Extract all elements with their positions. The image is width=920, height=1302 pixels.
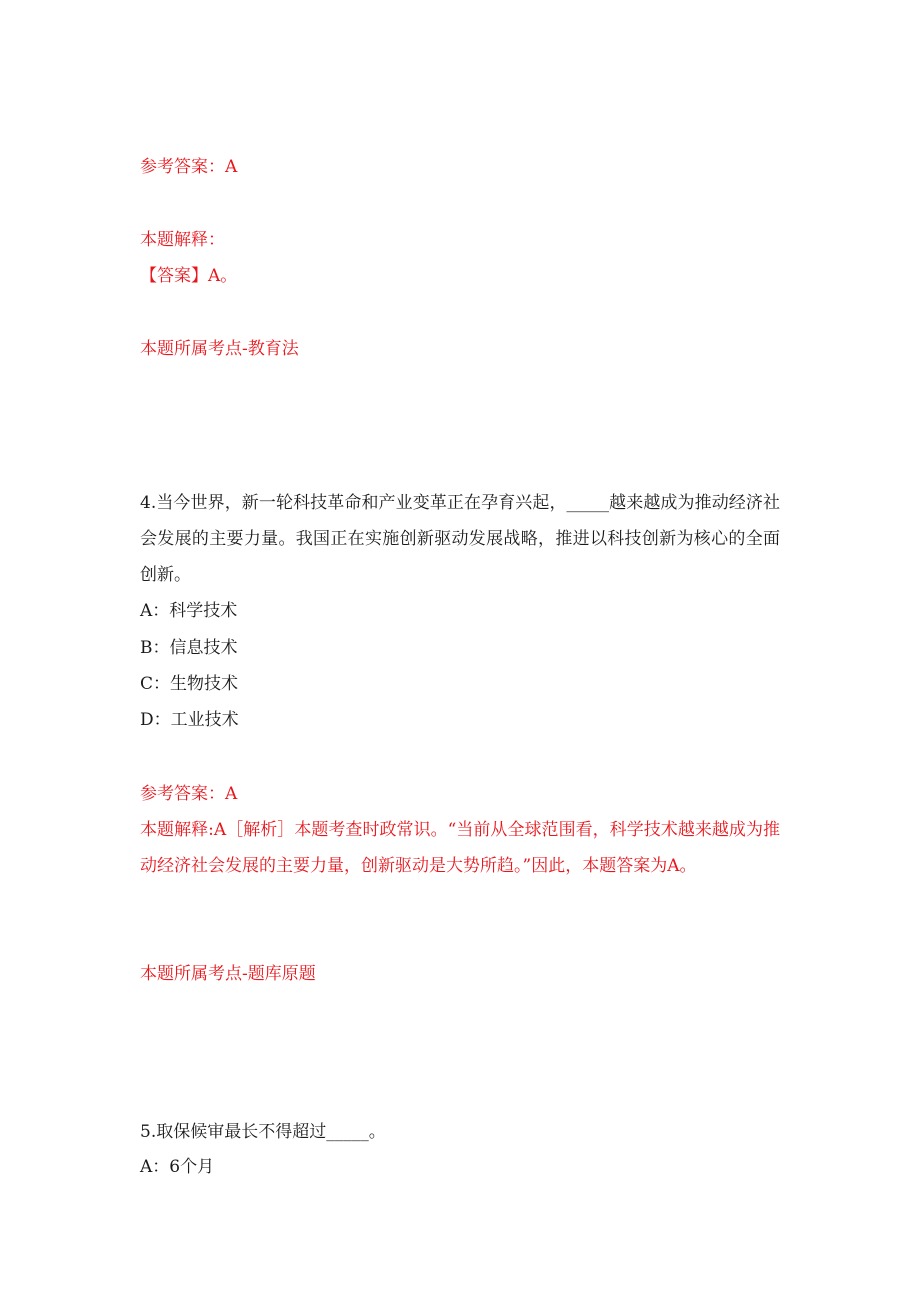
- q5-stem: 5.取保候审最长不得超过_____。: [140, 1122, 386, 1142]
- q4-explanation: 本题解释:A［解析］本题考查时政常识。“当前从全球范围看，科学技术越来越成为推动经济社会发展的主要力量，创新驱动是大势所趋。”因此，本题答案为A。: [140, 820, 780, 876]
- q4-option-c: C：生物技术: [140, 674, 239, 694]
- q3-topic: 本题所属考点-教育法: [140, 339, 299, 359]
- q4-option-a: A：科学技术: [140, 601, 238, 621]
- q4-option-d: D：工业技术: [140, 710, 239, 730]
- q3-answer: 参考答案：A: [140, 157, 238, 177]
- q4-answer: 参考答案：A: [140, 784, 238, 804]
- q3-explanation-label: 本题解释：: [140, 230, 225, 250]
- q4-topic: 本题所属考点-题库原题: [140, 964, 316, 984]
- q4-stem: 4.当今世界，新一轮科技革命和产业变革正在孕育兴起，_____越来越成为推动经济社会发展的主要力量。我国正在实施创新驱动发展战略，推进以科技创新为核心的全面创新。: [140, 493, 780, 585]
- q3-explanation-text: 【答案】A。: [140, 266, 238, 286]
- q4-option-b: B：信息技术: [140, 638, 238, 658]
- q5-option-a: A：6个月: [140, 1157, 215, 1177]
